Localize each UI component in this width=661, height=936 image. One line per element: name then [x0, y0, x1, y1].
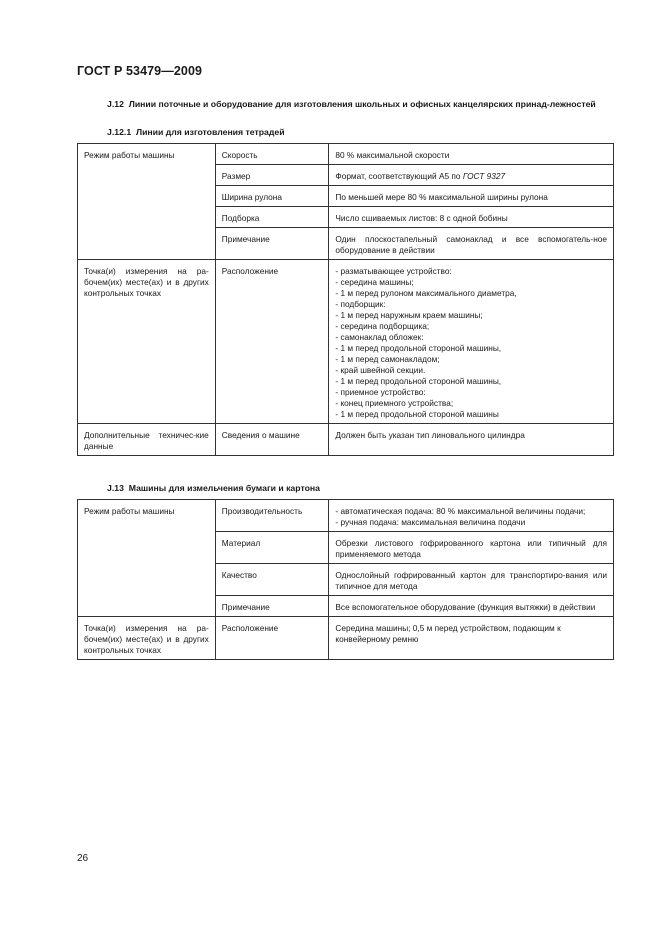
location-line: - середина подборщика; — [335, 321, 430, 331]
gathering-value-cell: Число сшиваемых листов: 8 с одной бобины — [329, 207, 614, 228]
location-line: - середина машины; — [335, 277, 414, 287]
extra-data-label-cell: Дополнительные техничес-кие данные — [78, 424, 216, 456]
location-line: - 1 м перед наружным краем машины; — [335, 310, 483, 320]
location-line: - 1 м перед продольной стороной машины, — [335, 376, 502, 386]
standard-header: ГОСТ Р 53479—2009 — [77, 64, 203, 78]
note-value-cell: Все вспомогательное оборудование (функция вытяжки) в действии — [329, 596, 614, 617]
roll-width-value-cell: По меньшей мере 80 % максимальной ширины рулона — [329, 186, 614, 207]
points-label-cell: Точка(и) измерения на ра-бочем(их) месте(ах) и в других контрольных точках — [78, 260, 216, 424]
location-line: - 1 м перед самонакладом; — [335, 354, 440, 364]
location-line: - приемное устройство: — [335, 387, 426, 397]
location-line: - разматывающее устройство: — [335, 266, 452, 276]
section-j13-title: Машины для измельчения бумаги и картона — [128, 483, 320, 493]
section-j12-heading — [77, 98, 617, 110]
shredder-table — [77, 499, 614, 660]
section-j12-title: Линии поточные и оборудование для изготовления школьных и офисных канцелярских принад-лежностей — [128, 99, 596, 109]
machine-info-label-cell: Сведения о машине — [215, 424, 329, 456]
size-value-cell — [329, 165, 614, 186]
location-line: - 1 м перед продольной стороной машины, — [335, 343, 502, 353]
section-j13-number: J.13 — [107, 483, 124, 493]
table-row — [78, 424, 614, 456]
section-j12-1-number: J.12.1 — [107, 127, 132, 137]
location-line: - подборщик: — [335, 299, 386, 309]
machine-info-value-cell: Должен быть указан тип линовального цилиндра — [329, 424, 614, 456]
location-line: - конец приемного устройства; — [335, 398, 454, 408]
roll-width-label-cell: Ширина рулона — [215, 186, 329, 207]
table-row — [78, 144, 614, 165]
location-value-cell: Середина машины; 0,5 м перед устройством, подающим к конвейерному ремню — [329, 617, 614, 660]
section-j12-number: J.12 — [107, 99, 124, 109]
location-label-cell: Расположение — [215, 617, 329, 660]
section-j13-heading — [107, 482, 320, 494]
productivity-line: - автоматическая подача: 80 % максимальной величины подачи; — [335, 506, 586, 516]
gathering-label-cell: Подборка — [215, 207, 329, 228]
mode-label-cell: Режим работы машины — [78, 144, 216, 260]
speed-label-cell: Скорость — [215, 144, 329, 165]
mode-label-cell: Режим работы машины — [78, 500, 216, 617]
location-line: - край швейной секции. — [335, 365, 426, 375]
note-value-cell: Один плоскостапельный самонаклад и все вспомогатель-ное оборудование в действии — [329, 228, 614, 260]
table-row — [78, 500, 614, 532]
location-line: - самонаклад обложек: — [335, 332, 424, 342]
note-label-cell: Примечание — [215, 228, 329, 260]
table-row — [78, 617, 614, 660]
points-label-cell: Точка(и) измерения на ра-бочем(их) месте(ах) и в других контрольных точках — [78, 617, 216, 660]
size-value-reference: ГОСТ 9327 — [462, 171, 506, 181]
size-label-cell: Размер — [215, 165, 329, 186]
table-row — [78, 260, 614, 424]
page-number: 26 — [77, 853, 89, 864]
material-value-cell: Обрезки листового гофрированного картона или типичный для применяемого метода — [329, 532, 614, 564]
notebook-lines-table — [77, 143, 614, 456]
quality-label-cell: Качество — [215, 564, 329, 596]
productivity-label-cell: Производительность — [215, 500, 329, 532]
productivity-value-cell — [329, 500, 614, 532]
quality-value-cell: Однослойный гофрированный картон для транспортиро-вания или типичное для метода — [329, 564, 614, 596]
location-line: - 1 м перед продольной стороной машины — [335, 409, 499, 419]
note-label-cell: Примечание — [215, 596, 329, 617]
location-label-cell: Расположение — [215, 260, 329, 424]
size-value-text: Формат, соответствующий А5 по — [335, 171, 461, 181]
productivity-line: - ручная подача: максимальная величина подачи — [335, 517, 526, 527]
location-line: - 1 м перед рулоном максимального диаметра, — [335, 288, 517, 298]
material-label-cell: Материал — [215, 532, 329, 564]
speed-value-cell: 80 % максимальной скорости — [329, 144, 614, 165]
location-value-cell — [329, 260, 614, 424]
section-j12-1-title: Линии для изготовления тетрадей — [135, 127, 285, 137]
section-j12-1-heading — [107, 126, 285, 138]
